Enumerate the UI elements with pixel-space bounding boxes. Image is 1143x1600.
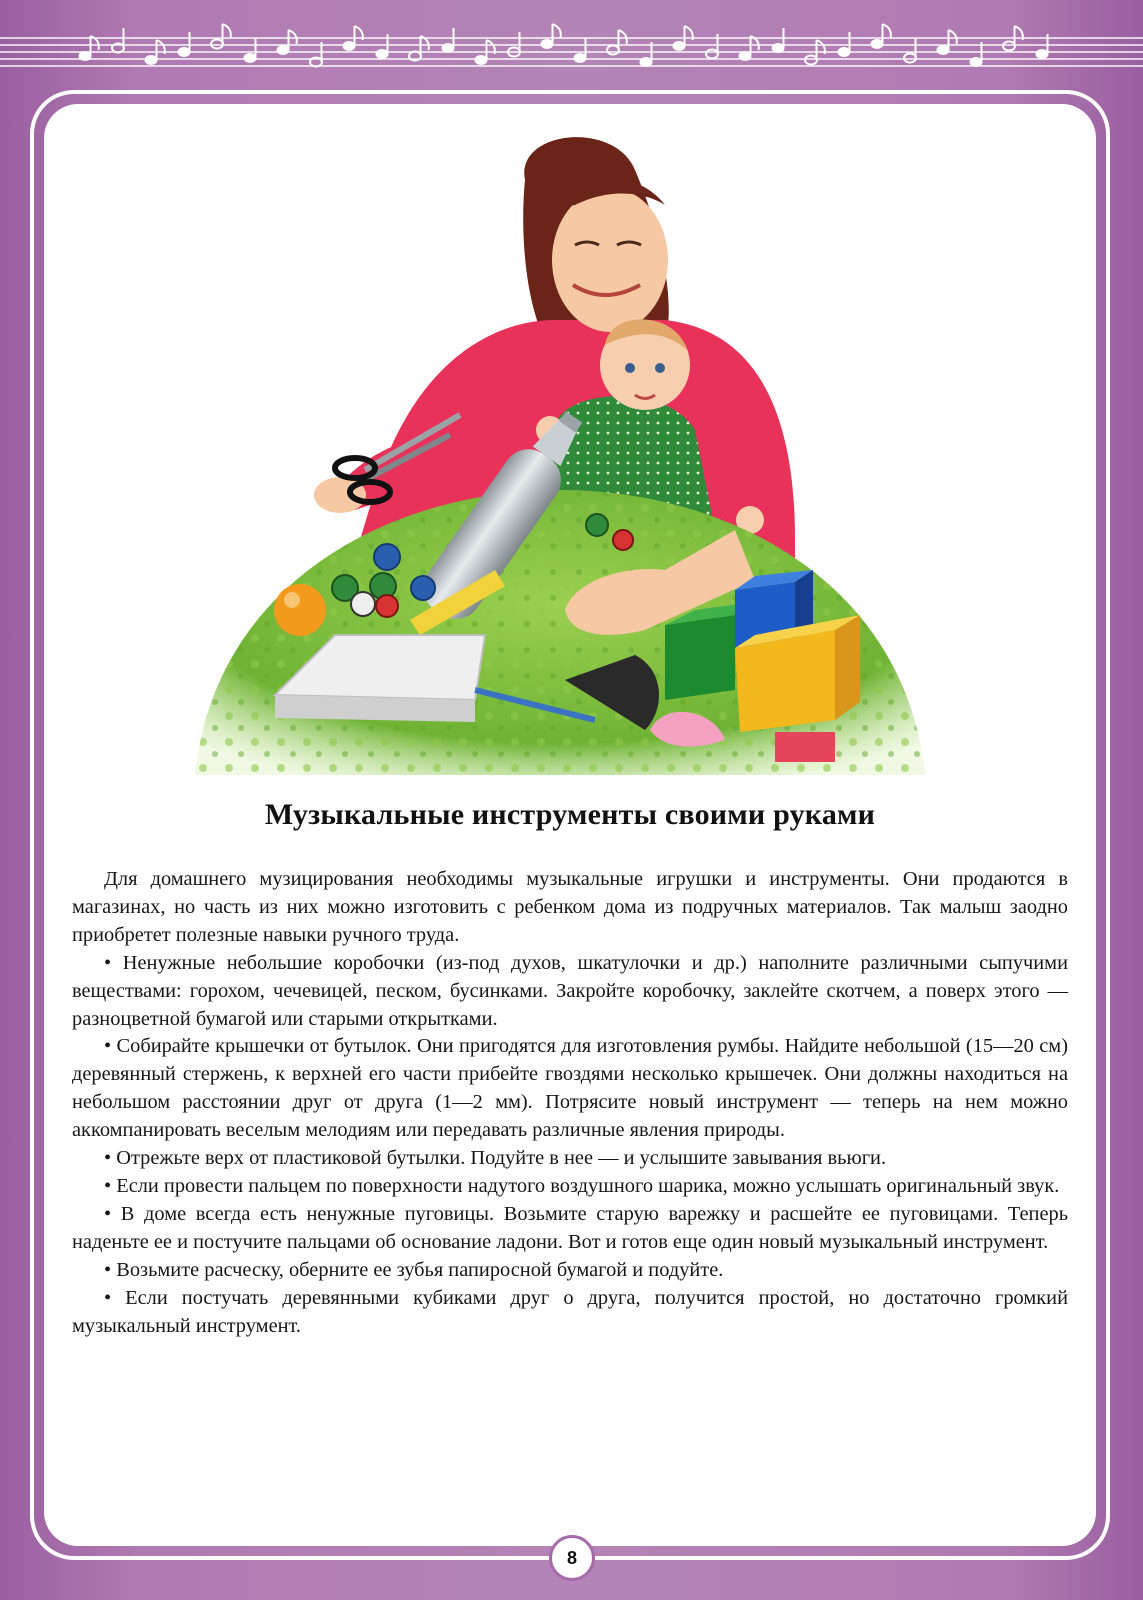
note-icon	[442, 44, 454, 53]
note-icon	[970, 58, 982, 67]
note-flag	[289, 30, 297, 44]
note-icon	[904, 54, 916, 63]
note-icon	[178, 48, 190, 57]
page-number: 8	[549, 1535, 595, 1581]
note-flag	[883, 24, 891, 38]
note-icon	[145, 56, 157, 65]
note-flag	[553, 24, 561, 38]
note-icon	[673, 42, 685, 51]
note-icon	[376, 50, 388, 59]
note-icon	[541, 40, 553, 49]
note-icon	[838, 48, 850, 57]
intro-paragraph: Для домашнего музицирования необходимы музыкальные игрушки и инструменты. Они продаются в магазинах, но часть из них можно изготовить с ребенком дома из подручных материалов. Так малыш заодно приобретет полезные навыки ручного труда.	[72, 868, 1068, 946]
note-icon	[706, 50, 718, 59]
page-title: Музыкальные инструменты своими руками	[264, 798, 876, 831]
note-icon	[277, 46, 289, 55]
note-icon	[739, 52, 751, 61]
note-icon	[1036, 50, 1048, 59]
note-icon	[244, 54, 256, 63]
note-icon	[772, 44, 784, 53]
note-icon	[640, 58, 652, 67]
note-flag	[949, 30, 957, 44]
tip-mitten-paragraph: • В доме всегда есть ненужные пуговицы. Возьмите старую варежку и расшейте ее пуговицами. Теперь наденьте ее и постучите пальцами об основание ладони. Вот и готов еще один новый музыкальный инструмент.	[72, 1202, 1068, 1253]
note-icon	[805, 56, 817, 65]
note-icon	[607, 46, 619, 55]
note-icon	[79, 52, 91, 61]
article-body	[72, 866, 1068, 1340]
note-icon	[937, 46, 949, 55]
tip-boxes-paragraph: • Ненужные небольшие коробочки (из-под духов, шкатулочки и др.) наполните различными сыпучими веществами: горохом, чечевицей, песком, бусинками. Закройте коробочку, заклейте скотчем, а поверх этого — разноцветной бумагой или старыми открытками.	[72, 951, 1068, 1030]
note-icon	[574, 54, 586, 63]
note-flag	[619, 30, 627, 44]
tip-bottle-paragraph: • Отрежьте верх от пластиковой бутылки. Подуйте в нее — и услышите завывания вьюги.	[104, 1147, 887, 1170]
tip-balloon-paragraph: • Если провести пальцем по поверхности надутого воздушного шарика, можно услышать оригинальный звук.	[104, 1174, 1060, 1197]
music-staff-decoration	[0, 18, 1143, 78]
note-icon	[1003, 42, 1015, 51]
note-icon	[211, 40, 223, 49]
note-flag	[223, 24, 231, 38]
note-icon	[343, 42, 355, 51]
tip-cubes-paragraph: • Если постучать деревянными кубиками друг о друга, получится простой, но достаточно громкий музыкальный инструмент.	[72, 1286, 1068, 1337]
tip-rumba-paragraph: • Собирайте крышечки от бутылок. Они пригодятся для изготовления румбы. Найдите небольшой (15—20 см) деревянный стержень, к верхней его части прибейте гвоздями несколько крышечек. Они должны находиться на небольшом расстоянии друг от друга (1—2 мм). Потрясите новый инструмент — теперь на нем можно аккомпанировать веселым мелодиям или передавать различные явления природы.	[72, 1035, 1068, 1142]
orange-ball	[274, 584, 326, 636]
note-icon	[475, 56, 487, 65]
mother-and-baby-illustration	[195, 110, 925, 775]
note-icon	[871, 40, 883, 49]
mother-face	[552, 188, 668, 332]
tip-comb-paragraph: • Возьмите расческу, оберните ее зубья папиросной бумагой и подуйте.	[104, 1258, 724, 1281]
